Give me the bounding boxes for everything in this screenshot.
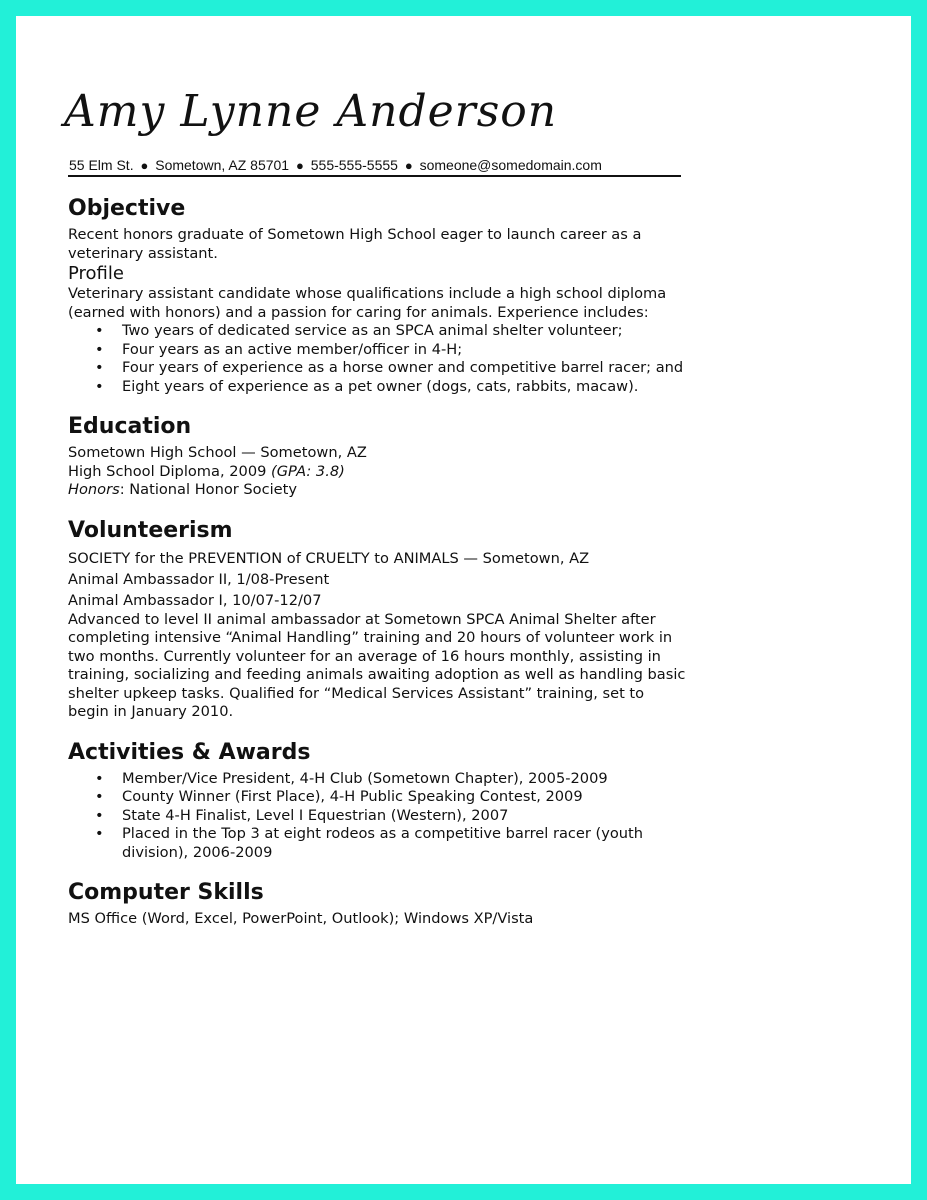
volunteer-org: SOCIETY for the PREVENTION of CRUELTY to ANIMALS — Sometown, AZ — [68, 549, 590, 567]
contact-line — [69, 157, 602, 173]
contact-phone: 555-555-5555 — [310, 157, 398, 173]
education-school: Sometown High School — Sometown, AZ — [68, 444, 367, 461]
list-item: • Member/Vice President, 4-H Club (Sometown Chapter), 2005-2009 — [68, 770, 688, 789]
skills-section — [68, 876, 688, 929]
skills-text: MS Office (Word, Excel, PowerPoint, Outlook); Windows XP/Vista — [68, 910, 534, 927]
volunteerism-heading: Volunteerism — [68, 517, 233, 543]
list-item: • State 4-H Finalist, Level I Equestrian (Western), 2007 — [68, 807, 688, 826]
skills-heading: Computer Skills — [68, 880, 264, 905]
separator-dot: ● — [404, 158, 413, 173]
list-item: • Two years of dedicated service as an SPCA animal shelter volunteer; — [68, 322, 688, 341]
honors-value: : National Honor Society — [119, 481, 298, 498]
applicant-name: Amy Lynne Anderson — [64, 86, 558, 137]
education-section — [68, 410, 688, 500]
contact-email: someone@somedomain.com — [419, 157, 602, 173]
education-honors — [68, 481, 688, 500]
profile-heading: Profile — [68, 263, 124, 284]
volunteer-description: Advanced to level II animal ambassador at Sometown SPCA Animal Shelter after completing intensive “Animal Handling” training and 20 hours of volunteer work in two months. Currently volunteer for an average of 16 hours monthly, assisting in training, socializing and feeding animals awaiting adoption as well as handling basic shelter upkeep tasks. Qualified for “Medical Services Assistant” training, set to begin in January 2010. — [68, 610, 686, 720]
list-item: • Eight years of experience as a pet owner (dogs, cats, rabbits, macaw). — [68, 378, 688, 397]
separator-dot: ● — [140, 158, 149, 173]
gpa-text: (GPA: 3.8) — [271, 462, 345, 480]
separator-dot: ● — [296, 158, 304, 173]
objective-heading: Objective — [68, 196, 186, 221]
list-item: • County Winner (First Place), 4-H Public Speaking Contest, 2009 — [68, 788, 688, 807]
objective-section — [68, 192, 688, 263]
profile-section — [68, 263, 688, 396]
diploma-text: High School Diploma, 2009 — [68, 462, 267, 480]
list-item: • Placed in the Top 3 at eight rodeos as a competitive barrel racer (youth division), 2006-2009 — [68, 825, 688, 862]
volunteerism-section — [68, 514, 688, 722]
objective-text: Recent honors graduate of Sometown High School eager to launch career as a veterinary assistant. — [68, 226, 642, 262]
list-item: • Four years of experience as a horse owner and competitive barrel racer; and — [68, 359, 688, 378]
profile-list — [68, 322, 688, 396]
contact-city: Sometown, AZ 85701 — [155, 157, 290, 173]
activities-heading: Activities & Awards — [68, 739, 311, 765]
activities-section — [68, 736, 688, 863]
education-diploma — [68, 463, 688, 482]
honors-label: Honors — [68, 481, 120, 498]
header-divider — [68, 175, 681, 177]
profile-text: Veterinary assistant candidate whose qualifications include a high school diploma (earned with honors) and a passion for caring for animals. Experience includes: — [68, 285, 667, 321]
volunteer-role: Animal Ambassador I, 10/07-12/07 — [68, 591, 322, 609]
resume-body — [68, 192, 688, 929]
activities-list — [68, 770, 688, 863]
list-item: • Four years as an active member/officer in 4-H; — [68, 341, 688, 360]
contact-street: 55 Elm St. — [69, 157, 134, 173]
education-heading: Education — [68, 414, 192, 439]
volunteer-role: Animal Ambassador II, 1/08-Present — [68, 570, 330, 588]
